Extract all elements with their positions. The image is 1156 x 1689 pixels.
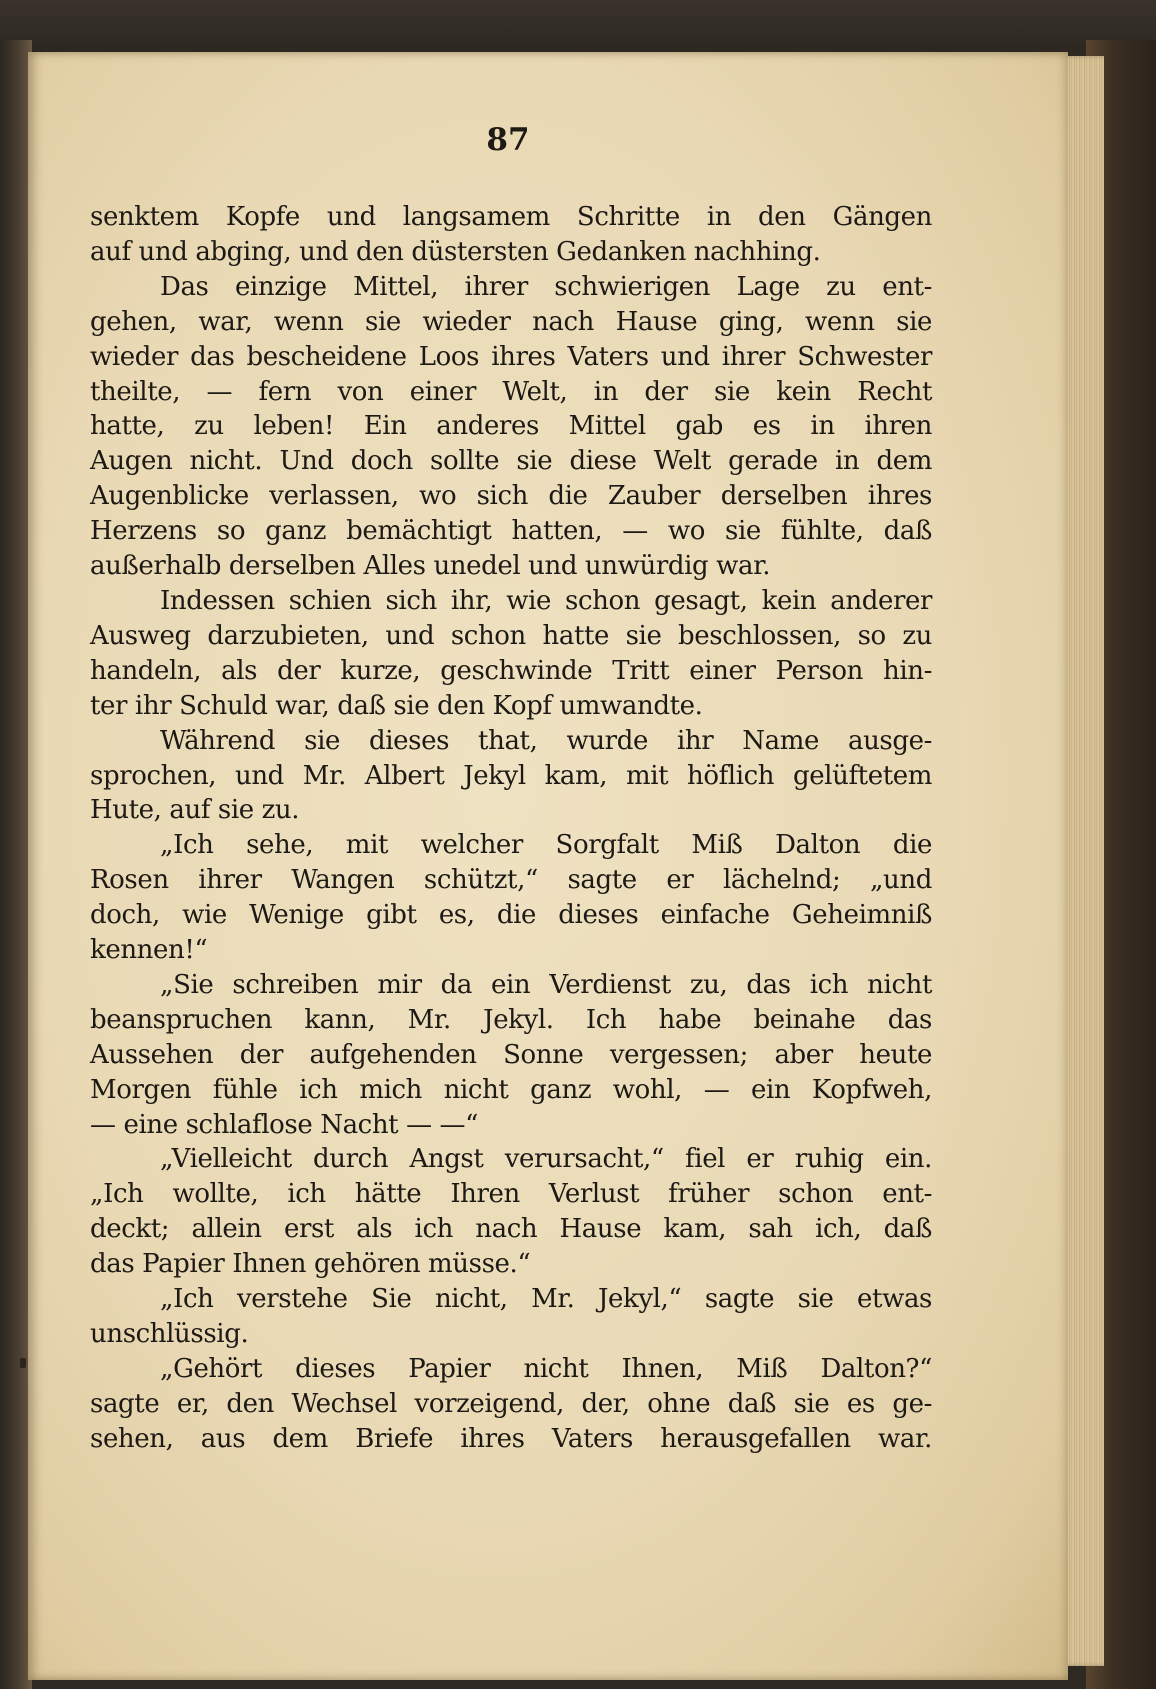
text-line: Indessen schien sich ihr, wie schon gesagt, kein anderer	[160, 585, 932, 616]
text-line: Augen nicht. Und doch sollte sie diese Welt gerade in dem	[90, 446, 932, 477]
text-line: handeln, als der kurze, geschwinde Tritt einer Person hin-	[90, 655, 932, 686]
top-cover-edge	[0, 0, 1156, 52]
text-line: ter ihr Schuld war, daß sie den Kopf umwandte.	[90, 690, 703, 721]
text-line: Das einzige Mittel, ihrer schwierigen Lage zu ent-	[160, 271, 932, 302]
text-line: wieder das bescheidene Loos ihres Vaters und ihrer Schwester	[90, 341, 932, 372]
text-line: „Sie schreiben mir da ein Verdienst zu, das ich nicht	[160, 969, 932, 1000]
text-line: gehen, war, wenn sie wieder nach Hause ging, wenn sie	[90, 306, 932, 337]
text-line: Ausweg darzubieten, und schon hatte sie beschlossen, so zu	[90, 620, 932, 651]
text-line: beanspruchen kann, Mr. Jekyl. Ich habe beinahe das	[90, 1004, 932, 1035]
text-line: „Ich wollte, ich hätte Ihren Verlust früher schon ent-	[90, 1179, 932, 1210]
text-line: doch, wie Wenige gibt es, die dieses einfache Geheimniß	[90, 900, 932, 931]
text-line: sagte er, den Wechsel vorzeigend, der, ohne daß sie es ge-	[90, 1388, 932, 1419]
text-line: außerhalb derselben Alles unedel und unwürdig war.	[90, 551, 771, 582]
text-line: Herzens so ganz bemächtigt hatten, — wo sie fühlte, daß	[90, 516, 932, 547]
text-line: auf und abging, und den düstersten Gedanken nachhing.	[90, 236, 821, 267]
text-line: theilte, — fern von einer Welt, in der sie kein Recht	[90, 376, 932, 407]
text-line: Augenblicke verlassen, wo sich die Zauber derselben ihres	[90, 481, 932, 512]
text-line: Während sie dieses that, wurde ihr Name ausge-	[160, 725, 932, 756]
text-line: Aussehen der aufgehenden Sonne vergessen; aber heute	[90, 1039, 932, 1070]
text-line: „Vielleicht durch Angst verursacht,“ fiel er ruhig ein.	[160, 1144, 932, 1175]
text-line: „Gehört dieses Papier nicht Ihnen, Miß Dalton?“	[160, 1353, 932, 1384]
text-line: senktem Kopfe und langsamem Schritte in den Gängen	[90, 202, 932, 232]
page-number: 87	[486, 122, 530, 158]
text-line: hatte, zu leben! Ein anderes Mittel gab es in ihren	[90, 411, 932, 442]
text-line: unschlüssig.	[90, 1319, 249, 1349]
text-line: sprochen, und Mr. Albert Jekyl kam, mit höflich gelüftetem	[90, 760, 932, 791]
text-line: Morgen fühle ich mich nicht ganz wohl, — ein Kopfweh,	[90, 1074, 932, 1105]
text-line: kennen!“	[90, 935, 208, 966]
text-line: Rosen ihrer Wangen schützt,“ sagte er lächelnd; „und	[90, 865, 932, 896]
book-page	[28, 52, 1068, 1680]
text-line: deckt; allein erst als ich nach Hause kam, sah ich, daß	[90, 1214, 932, 1245]
text-line: sehen, aus dem Briefe ihres Vaters herausgefallen war.	[90, 1423, 932, 1454]
ink-speck	[20, 1358, 26, 1368]
body-text	[90, 200, 932, 1457]
text-line: „Ich sehe, mit welcher Sorgfalt Miß Dalton die	[160, 830, 932, 861]
text-line: Hute, auf sie zu.	[90, 795, 300, 826]
text-line: „Ich verstehe Sie nicht, Mr. Jekyl,“ sagte sie etwas	[160, 1284, 932, 1315]
text-line: das Papier Ihnen gehören müsse.“	[90, 1249, 531, 1280]
text-line: — eine schlaflose Nacht — —“	[90, 1109, 479, 1140]
